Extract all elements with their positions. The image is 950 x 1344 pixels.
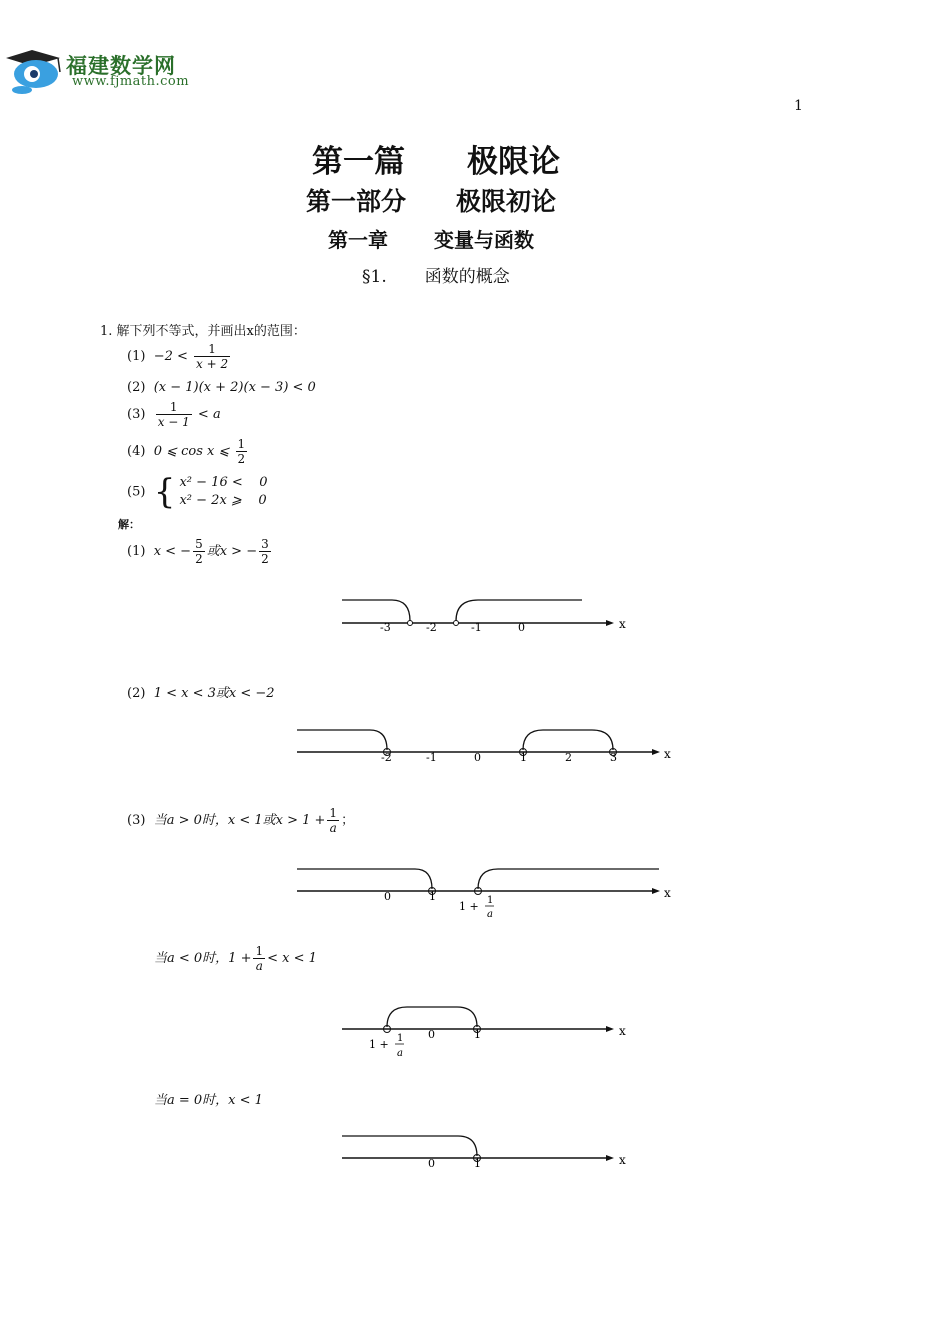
tick-label: -3 <box>380 621 391 634</box>
tick-label: -1 <box>426 751 437 764</box>
chapter-title <box>328 224 534 253</box>
logo-title: 福建数学网 <box>66 54 176 78</box>
frac-label-den: a <box>487 909 493 920</box>
frac-label-whole: 1 + <box>459 900 479 913</box>
site-logo[interactable] <box>2 46 222 96</box>
section-title <box>306 182 556 218</box>
problem-item-5: (5) { x² − 16 < 0 x² − 2x ⩾ 0 <box>127 472 268 512</box>
tick-label: 0 <box>384 890 391 903</box>
number-line-2 <box>290 720 680 770</box>
number-line-5 <box>330 1126 640 1176</box>
axis-label: x <box>619 1024 626 1038</box>
frac-label-whole: 1 + <box>369 1038 389 1051</box>
section-number: 第一部分 <box>306 187 407 216</box>
tick-label: 0 <box>428 1157 435 1170</box>
solution-3c: 当a = 0时，x < 1 <box>154 1093 263 1108</box>
subsection-title <box>362 262 510 287</box>
tick-label: 1 <box>520 751 527 764</box>
axis-label: x <box>619 1153 626 1167</box>
problem-item-2: (2) (x − 1)(x + 2)(x − 3) < 0 <box>127 380 316 395</box>
tick-label: 0 <box>518 621 525 634</box>
logo-mascot-icon <box>2 46 66 96</box>
chapter-name: 变量与函数 <box>434 228 534 252</box>
chapter-number: 第一章 <box>328 228 388 252</box>
problem-intro: 1. 解下列不等式，并画出x的范围： <box>100 324 306 339</box>
axis-label: x <box>664 747 671 761</box>
tick-label: -1 <box>471 621 482 634</box>
page-number: 1 <box>794 98 803 114</box>
tick-label: 1 <box>474 1028 481 1041</box>
solution-3b: 当a < 0时，1 + $\frac{1}{a}$ < x < 1 <box>154 944 317 973</box>
tick-label: 3 <box>610 751 617 764</box>
part-title <box>312 136 560 181</box>
axis-label: x <box>664 886 671 900</box>
subsection-number: §1. <box>362 267 387 287</box>
tick-label: -2 <box>426 621 437 634</box>
frac-label-num: 1 <box>487 895 494 906</box>
frac-label-den: a <box>397 1048 403 1059</box>
tick-label: 1 <box>429 890 436 903</box>
problem-item-1: (1) −2 < $\frac{1}{x + 2}$ <box>127 342 229 371</box>
problem-item-4: (4) 0 ⩽ cos x ⩽ $\frac{1}{2}$ <box>127 437 246 466</box>
solution-1: (1) x < − $\frac{5}{2}$ 或x > − $\frac{3}{2}$ <box>127 537 269 566</box>
tick-label: -2 <box>381 751 392 764</box>
number-line-1 <box>330 590 640 640</box>
tick-label: 2 <box>565 751 572 764</box>
solution-label: 解： <box>118 518 140 531</box>
section-name: 极限初论 <box>456 187 557 216</box>
tick-label: 0 <box>474 751 481 764</box>
logo-url: www.fjmath.com <box>72 74 190 89</box>
part-number: 第一篇 <box>312 144 405 180</box>
tick-label: 0 <box>428 1028 435 1041</box>
solution-3: (3) 当a > 0时，x < 1或x > 1 + $\frac{1}{a}$ ； <box>127 806 355 835</box>
solution-2: (2) 1 < x < 3或x < −2 <box>127 686 275 701</box>
problem-item-3: (3) $\frac{1}{x - 1}$ < a <box>127 400 221 429</box>
number-line-3 <box>290 860 680 926</box>
part-name: 极限论 <box>467 144 560 180</box>
axis-label: x <box>619 617 626 631</box>
tick-label: 1 <box>474 1157 481 1170</box>
number-line-4 <box>330 1000 640 1066</box>
frac-label-num: 1 <box>397 1033 404 1044</box>
subsection-name: 函数的概念 <box>424 267 510 287</box>
